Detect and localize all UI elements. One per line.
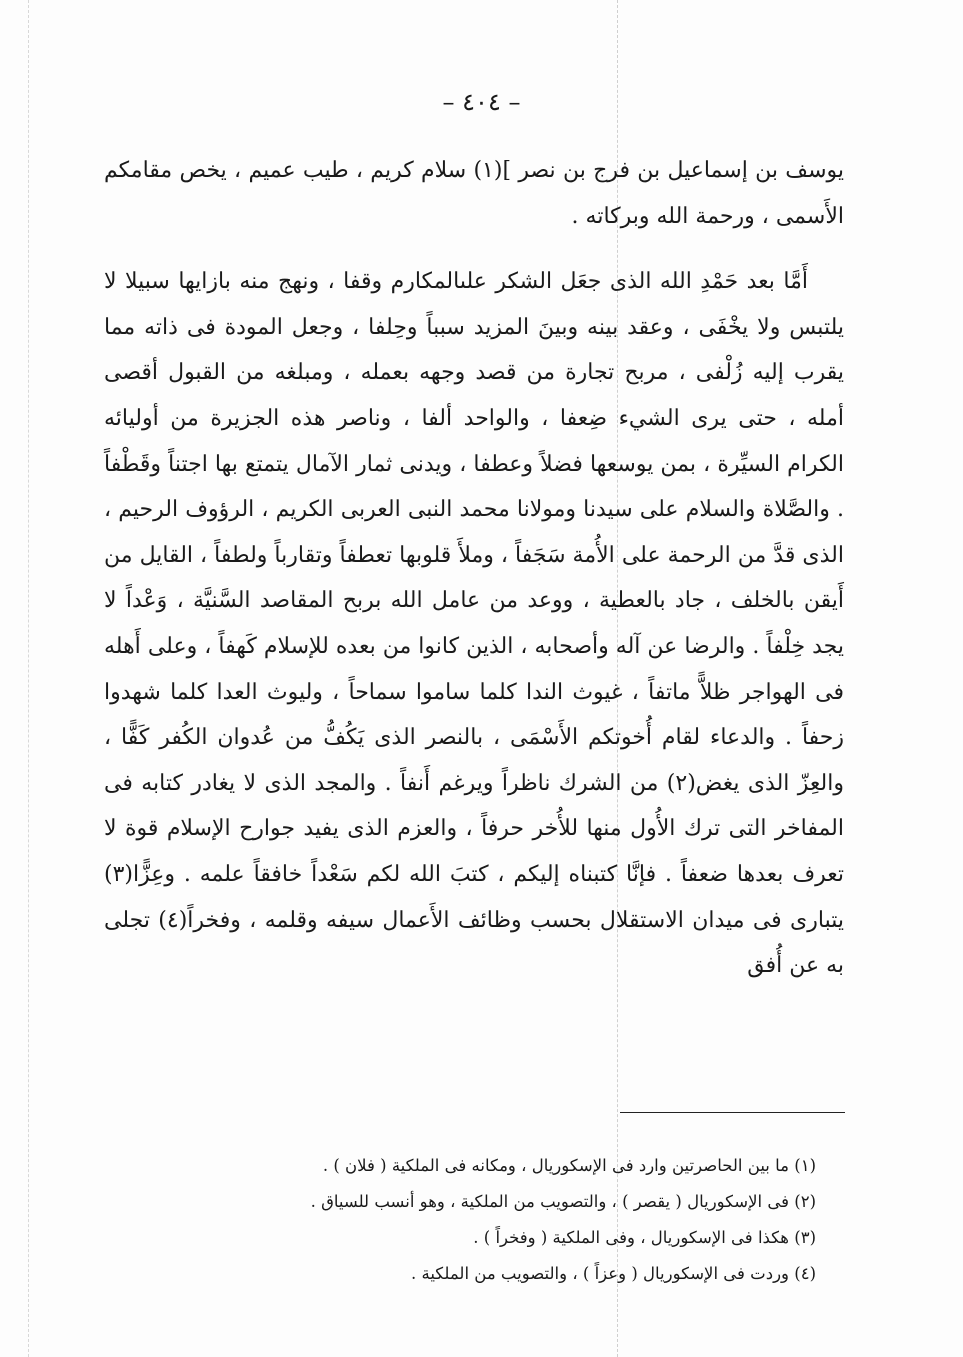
footnote-1: (١) ما بين الحاصرتين وارد فى الإسكوريال ، ومكانه فى الملكية ( فلان ) . xyxy=(322,1156,816,1175)
footnote-separator xyxy=(620,1112,845,1113)
main-paragraph: أَمَّا بعد حَمْدِ الله الذى جعَل الشكر علىالمكارم وقفا ، ونهج منه بازايها سبيلا لا يلتبس ولا يخْفَى ، وعقد بينه وبينَ المزيد سبباً وحِلفا ، وجعل المودة فى ذاته مما يقرب إليه زُلْفى ، مربح تجارة من قصد وجهه بعمله ، ومبلغه من القبول أقصى أمله ، حتى يرى الشيء ضِعفا ، والواحد ألفا ، وناصر هذه الجزيرة من أوليائه الكرام السيِّرة ، بمن يوسعها فضلاً وعطفا ، ويدنى ثمار الآمال يتمتع بها اجتناً وقَطْفاً . والصَّلاة والسلام على سيدنا ومولانا محمد النبى العربى الكريم ، الرؤوف الرحيم ، الذى قدَّ من الرحمة على الأُمة سَجَفاً ، وملأَ قلوبها تعطفاً وتقارباً ولطفاً ، القايل من أَيقن بالخلف ، جاد بالعطية ، ووعد من عامل الله بربح المقاصد السَّنيَّة ، وَعْداً لا يجد خِلْفاً . والرضا عن آله وأصحابه ، الذين كانوا من بعده للإسلام كَهفاً ، وعلى أَهله فى الهواجر ظلاًّ ماتفاً ، غيوث الندا كلما ساموا سماحاً ، وليوث العدا كلما شهدوا زحفاً . والدعاء لقام أُخوتكم الأَسْمَى ، بالنصر الذى يَكُفُّ من عُدوان الكُفر كَفًّا ، والعِزّ الذى يغض(٢) من الشرك ناظراً ويرغم أَنفاً . والمجد الذى لا يغادر كتابه فى المفاخر التى ترك الأُول منها للأُخر حرفاً ، والعزم الذى يفيد جوارح الإسلام قوة لا تعرف بعدها ضعفاً . فإنَّا كتبناه إليكم ، كتبَ الله لكم سَعْداً خافقاً علمه . وعِزًّا(٣) يتبارى فى ميدان الاستقلال بحسب وظائف الأَعمال سيفه وقلمه ، وفخراً(٤) تجلى به عن أُفق xyxy=(104,269,844,979)
page-edge-line xyxy=(28,0,29,1357)
footnotes xyxy=(104,1148,816,1292)
page-number: – ٤٠٤ – xyxy=(442,88,521,116)
opening-paragraph: يوسف بن إسماعيل بن فرج بن نصر ](١) سلام كريم ، طيب عميم ، يخص مقامكم الأَسمى ، ورحمة الله وبركاته . xyxy=(104,158,844,229)
main-text xyxy=(104,148,844,989)
footnote-3: (٣) هكذا فى الإسكوريال ، وفى الملكية ( وفخراً ) . xyxy=(473,1228,816,1247)
footnote-4: (٤) وردت فى الإسكوريال ( وعزاً ) ، والتصويب من الملكية . xyxy=(410,1264,816,1283)
footnote-2: (٢) فى الإسكوريال ( يقصر ) ، والتصويب من الملكية ، وهو أنسب للسياق . xyxy=(310,1192,816,1211)
